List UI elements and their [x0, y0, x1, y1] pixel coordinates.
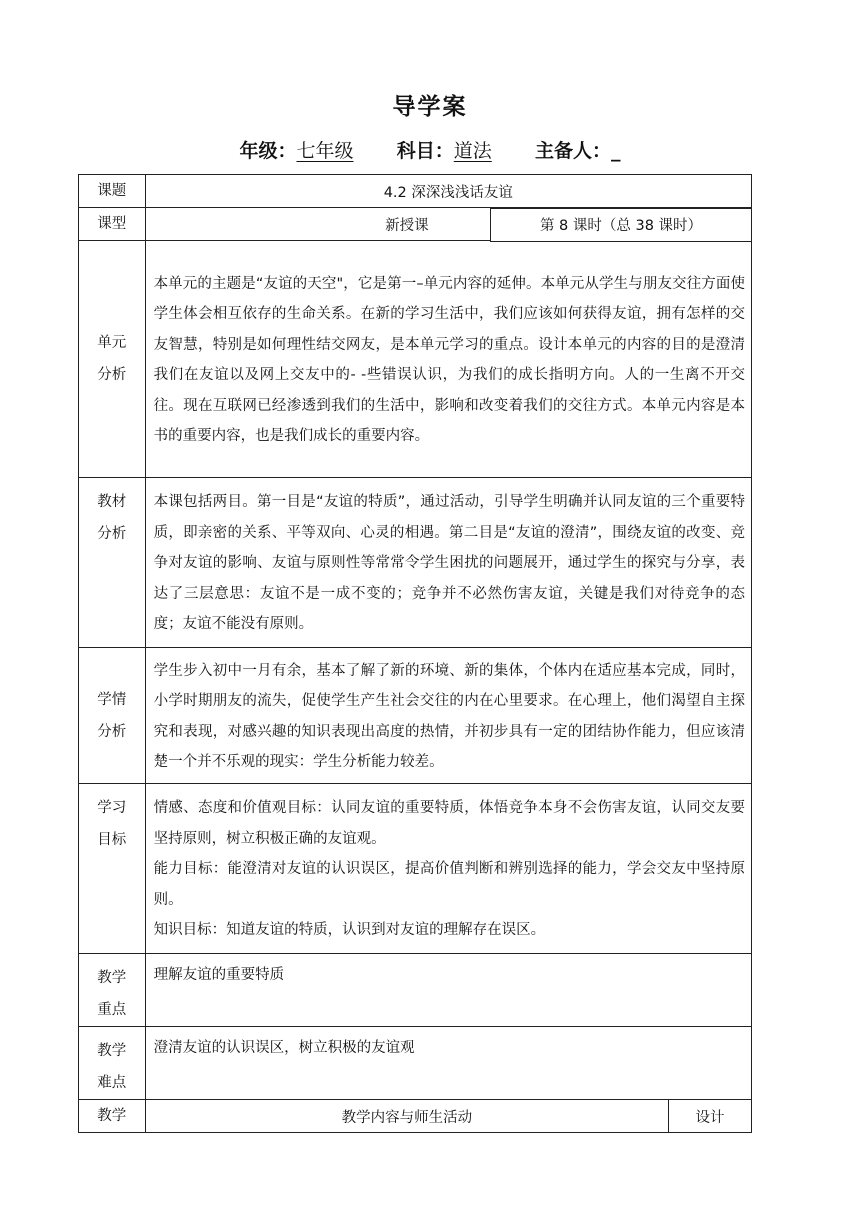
material-row [79, 478, 752, 648]
period-value-text: 第 8 课时（总 38 课时） [539, 218, 703, 234]
student-analysis-text: 学生步入初中一月有余，基本了解了新的环境、新的集体，个体内在适应基本完成，同时，小学时期朋友的流失，促使学生产生社会交往的内在心里要求。在心理上，他们渴望自主探究和表现，对感兴趣的知识表现出高度的热情，并初步具有一定的团结协作能力，但应该清楚一个并不乐观的现实：学生分析能力较差。 [145, 648, 751, 784]
preparer-label: 主备人： [535, 140, 612, 162]
key-label [79, 954, 146, 1027]
preparer-value: _ [611, 140, 621, 162]
unit-label-text: 单元分析 [97, 335, 127, 383]
goal-label-text: 学习目标 [97, 800, 127, 848]
topic-value: 4.2 深深浅浅话友谊 [145, 175, 751, 208]
goal-row [79, 784, 752, 954]
student-row [79, 648, 752, 784]
difficult-label [79, 1027, 146, 1100]
unit-analysis-text: 本单元的主题是“友谊的天空"，它是第一–单元内容的延伸。本单元从学生与朋友交往方面使学生体会相互依存的生命关系。在新的学习生活中，我们应该如何获得友谊，拥有怎样的交友智慧，特别是如何理性结交网友，是本单元学习的重点。设计本单元的内容的目的是澄清我们在友谊以及网上交友中的- -些错误认识，为我们的成长指明方向。人的一生离不开交往。现在互联网已经渗透到我们的生活中，影响和改变着我们的交往方式。本单元内容是本书的重要内容，也是我们成长的重要内容。 [145, 241, 751, 478]
goal-emotion: 情感、态度和价值观目标：认同友谊的重要特质，体悟竞争本身不会伤害友谊，认同交友要坚持原则，树立积极正确的友谊观。 [153, 800, 745, 847]
student-label [79, 648, 146, 784]
material-label [79, 478, 146, 648]
key-label-text: 教学重点 [97, 970, 127, 1018]
process-label: 教学 [79, 1100, 146, 1133]
student-label-text: 学情分析 [97, 691, 127, 740]
type-value: 新授课 [145, 208, 669, 241]
topic-row [79, 175, 752, 208]
material-analysis-text: 本课包括两目。第一目是“友谊的特质”，通过活动，引导学生明确并认同友谊的三个重要特质，即亲密的关系、平等双向、心灵的相遇。第二目是“友谊的澄清”，围绕友谊的改变、竞争对友谊的影响、友谊与原则性等常常令学生困扰的问题展开，通过学生的探究与分享，表达了三层意思：友谊不是一成不变的；竞争并不必然伤害友谊，关键是我们对待竞争的态度；友谊不能没有原则。 [145, 478, 751, 648]
lesson-plan-table [78, 174, 752, 1133]
process-row [79, 1100, 752, 1133]
difficult-row [79, 1027, 752, 1100]
unit-label [79, 241, 146, 478]
process-design-header: 设计 [669, 1100, 752, 1133]
period-cell [490, 208, 752, 242]
difficult-text: 澄清友谊的认识误区，树立积极的友谊观 [145, 1027, 751, 1100]
material-label-text: 教材分析 [97, 494, 127, 542]
key-text: 理解友谊的重要特质 [145, 954, 751, 1027]
grade-label: 年级： [239, 140, 297, 162]
goal-knowledge: 知识目标：知道友谊的特质，认识到对友谊的理解存在误区。 [153, 922, 546, 939]
process-content-header: 教学内容与师生活动 [145, 1100, 669, 1133]
unit-row [79, 241, 752, 478]
doc-meta [0, 136, 860, 163]
type-label: 课型 [79, 208, 146, 241]
goal-label [79, 784, 146, 954]
difficult-label-text: 教学难点 [97, 1043, 127, 1091]
goal-text [145, 784, 751, 954]
grade-value: 七年级 [296, 140, 354, 162]
topic-label: 课题 [79, 175, 146, 208]
doc-title: 导学案 [392, 94, 468, 120]
subject-value: 道法 [453, 140, 492, 162]
goal-ability: 能力目标：能澄清对友谊的认识误区，提高价值判断和辨别选择的能力，学会交友中坚持原则。 [153, 861, 745, 908]
subject-label: 科目： [396, 140, 454, 162]
key-row [79, 954, 752, 1027]
